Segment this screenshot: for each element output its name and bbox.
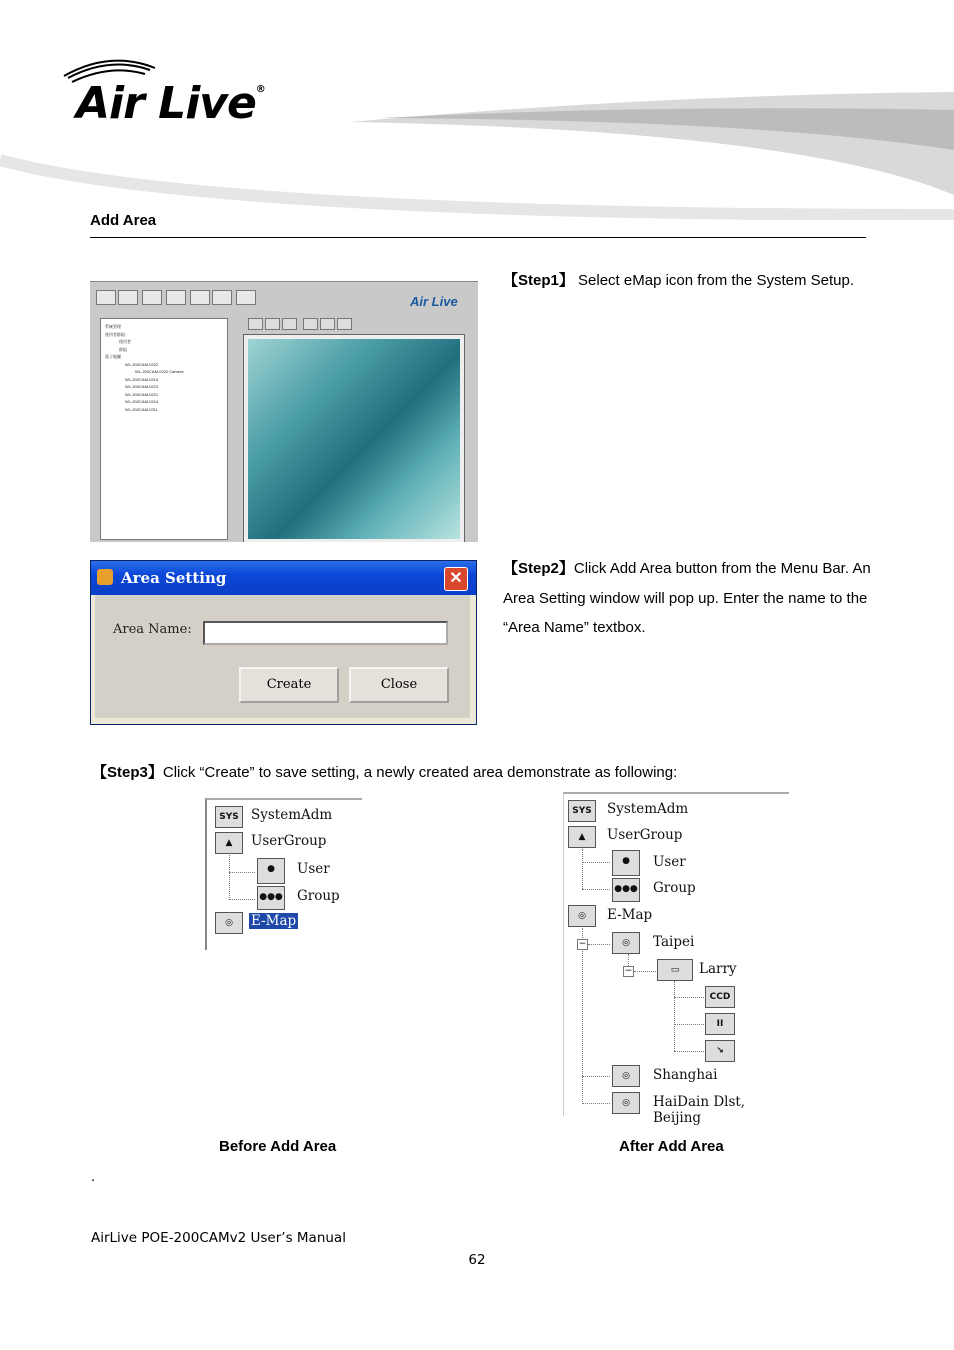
- step2-tag: 【Step2】: [503, 560, 574, 577]
- tree-connector: [588, 944, 610, 945]
- tree-item[interactable]: 電子地圖: [105, 354, 121, 359]
- system-tree[interactable]: [100, 318, 228, 540]
- map-tool-button[interactable]: [248, 318, 263, 330]
- tree-item[interactable]: 使用者群組: [105, 331, 125, 337]
- create-button[interactable]: Create: [239, 667, 339, 703]
- tree-node-group[interactable]: Group: [653, 880, 696, 896]
- step1-body: Select eMap icon from the System Setup.: [573, 272, 854, 289]
- toolbar-button[interactable]: [212, 290, 232, 305]
- tree-connector: [582, 928, 583, 1104]
- sensor-icon[interactable]: ↘: [705, 1040, 735, 1062]
- tree-item[interactable]: WL-200CAM-0223: [125, 384, 159, 389]
- area-name-label: Area Name:: [113, 622, 192, 637]
- section-title: Add Area: [90, 212, 157, 229]
- tree-node-emap[interactable]: E-Map: [607, 907, 653, 923]
- tree-node-user[interactable]: User: [653, 854, 686, 870]
- tree-node-usergroup[interactable]: UserGroup: [251, 833, 327, 849]
- tree-connector: [582, 849, 583, 889]
- map-tool-button[interactable]: [320, 318, 335, 330]
- tree-node-group[interactable]: Group: [297, 888, 340, 904]
- before-add-area-tree[interactable]: [205, 798, 362, 950]
- taipei-area-icon: ◎: [612, 932, 640, 954]
- caption-before: Before Add Area: [219, 1138, 337, 1155]
- usergroup-icon: ▲: [215, 832, 243, 854]
- map-tool-button[interactable]: [303, 318, 318, 330]
- toolbar-button[interactable]: [118, 290, 138, 305]
- caption-after: After Add Area: [619, 1138, 724, 1155]
- toolbar-button[interactable]: [142, 290, 162, 305]
- tree-connector: [229, 872, 255, 873]
- toolbar-button[interactable]: [166, 290, 186, 305]
- collapse-toggle[interactable]: −: [624, 966, 633, 976]
- map-tool-button[interactable]: [282, 318, 297, 330]
- tree-node-systemadm[interactable]: SystemAdm: [251, 807, 333, 823]
- tree-connector: [229, 855, 230, 900]
- tree-connector: [674, 997, 704, 998]
- step2-body: Click Add Area button from the Menu Bar. An Area Setting window will pop up. Enter the name to the “Area Name” textbox.: [503, 560, 871, 636]
- tree-item[interactable]: WL-200CAM-0224: [125, 399, 159, 404]
- emap-icon: ◎: [568, 905, 596, 927]
- map-tool-button[interactable]: [337, 318, 352, 330]
- swoosh-shape: [350, 92, 954, 195]
- tree-item[interactable]: 群組: [119, 346, 127, 352]
- tree-connector: [582, 862, 610, 863]
- io-device-icon[interactable]: II: [705, 1013, 735, 1035]
- dialog-app-icon: [97, 569, 113, 585]
- tree-connector: [582, 1076, 610, 1077]
- tree-connector: [634, 971, 656, 972]
- group-icon: ●●●: [612, 878, 640, 902]
- footer-manual-title: AirLive POE-200CAMv2 User’s Manual: [91, 1230, 346, 1246]
- tree-connector: [582, 1103, 610, 1104]
- map-tool-button[interactable]: [265, 318, 280, 330]
- tree-node-usergroup[interactable]: UserGroup: [607, 827, 683, 843]
- ccd-camera-icon[interactable]: CCD: [705, 986, 735, 1008]
- usergroup-icon: ▲: [568, 826, 596, 848]
- step3-tag: 【Step3】: [92, 764, 163, 781]
- tree-connector: [229, 899, 255, 900]
- close-button[interactable]: Close: [349, 667, 449, 703]
- tree-connector: [674, 1024, 704, 1025]
- shanghai-area-icon: ◎: [612, 1065, 640, 1087]
- toolbar-button[interactable]: [236, 290, 256, 305]
- after-add-area-tree[interactable]: [563, 792, 789, 1126]
- tree-node-user[interactable]: User: [297, 861, 330, 877]
- area-name-input[interactable]: [203, 621, 448, 645]
- toolbar-button[interactable]: [96, 290, 116, 305]
- dialog-close-icon[interactable]: ✕: [444, 567, 468, 591]
- user-icon: ●: [257, 858, 285, 884]
- stray-dot: .: [91, 1168, 96, 1185]
- dialog-title: Area Setting: [121, 569, 227, 587]
- emap-placeholder-image: [244, 335, 464, 542]
- registered-mark: ®: [255, 84, 265, 95]
- step1-text: [503, 266, 873, 296]
- tree-connector: [582, 889, 610, 890]
- user-icon: ●: [612, 850, 640, 876]
- tree-connector: [674, 981, 675, 1051]
- step3-text: [92, 761, 677, 782]
- tree-item[interactable]: WL-200CAM-0221: [125, 391, 159, 397]
- step1-tag: 【Step1】: [503, 272, 574, 289]
- tree-node-larry[interactable]: Larry: [699, 961, 737, 977]
- page-number: 62: [468, 1252, 486, 1268]
- tree-node-shanghai[interactable]: Shanghai: [653, 1067, 718, 1083]
- logo-text: Air Live: [76, 78, 256, 129]
- emap-icon: ◎: [215, 912, 243, 934]
- step2-text: [503, 554, 873, 643]
- section-rule: [90, 237, 866, 238]
- sysadm-icon: SYS: [568, 800, 596, 822]
- swoosh-bottom: [0, 160, 954, 215]
- larry-device-icon: ▭: [657, 959, 693, 981]
- tree-node-taipei[interactable]: Taipei: [653, 934, 695, 950]
- airlive-logo: [76, 78, 265, 129]
- tree-item[interactable]: 使用者: [119, 339, 131, 344]
- tree-item[interactable]: 系統管理: [105, 324, 121, 329]
- toolbar-button[interactable]: [190, 290, 210, 305]
- tree-item[interactable]: WL-200CAM-0222: [125, 361, 159, 367]
- emap-setup-screenshot: [90, 281, 478, 542]
- tree-connector: [674, 1051, 704, 1052]
- area-setting-dialog: [90, 560, 477, 725]
- tree-node-beijing[interactable]: HaiDain Dlst, Beijing: [653, 1094, 746, 1126]
- dialog-body: [95, 595, 470, 718]
- tree-item[interactable]: WL-200CAM-0211: [125, 406, 158, 412]
- group-icon: ●●●: [257, 886, 285, 910]
- tree-item[interactable]: WL-200CAM-0215: [125, 376, 159, 382]
- tree-item[interactable]: WL-200CAM-0222 Camera: [135, 369, 184, 374]
- dialog-titlebar[interactable]: [91, 561, 476, 595]
- step3-body: Click “Create” to save setting, a newly created area demonstrate as following:: [162, 764, 678, 781]
- tree-node-systemadm[interactable]: SystemAdm: [607, 801, 689, 817]
- collapse-toggle[interactable]: −: [578, 939, 587, 949]
- sysadm-icon: SYS: [215, 806, 243, 828]
- tree-node-emap-selected[interactable]: E-Map: [251, 913, 297, 929]
- shot-brand: Air Live: [410, 294, 458, 309]
- beijing-area-icon: ◎: [612, 1092, 640, 1114]
